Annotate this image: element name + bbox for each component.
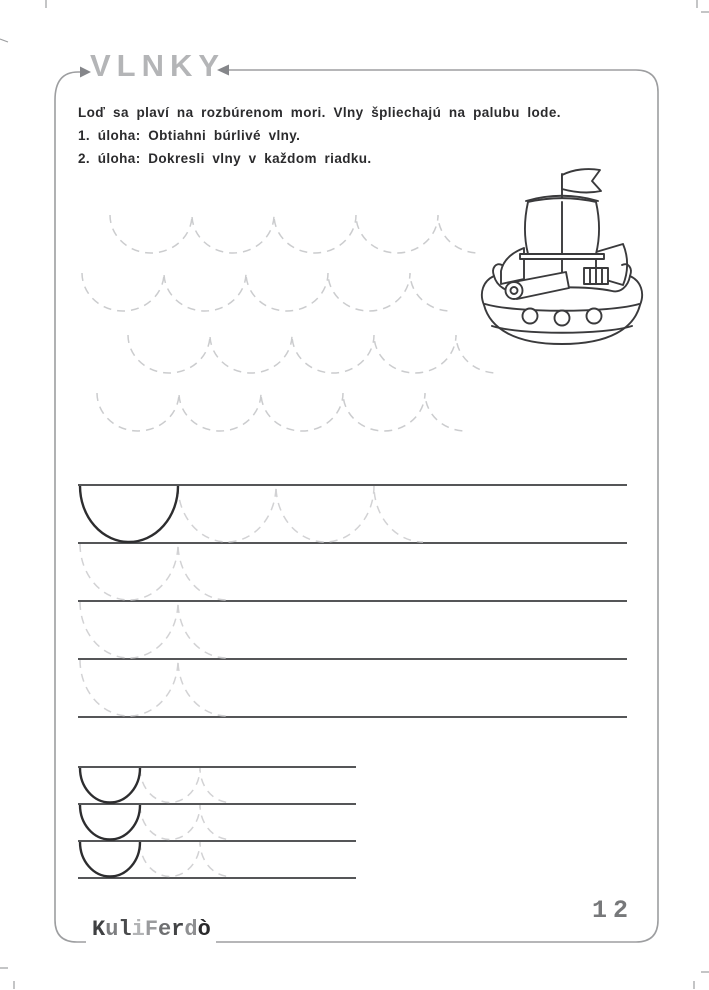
logo-letter: u <box>105 917 119 942</box>
tracing-rows-large <box>78 485 627 717</box>
wave-row-4 <box>97 393 466 431</box>
brand-logo <box>88 917 215 942</box>
pirate-ship-illustration <box>482 169 642 344</box>
instruction-task-1: 1. úloha: Obtiahni búrlivé vlny. <box>78 128 301 143</box>
small-solid-example-3 <box>80 842 140 877</box>
wave-row-1 <box>110 215 479 253</box>
logo-letter: d <box>184 917 198 942</box>
small-dashed-guide-1 <box>140 768 230 803</box>
logo-letter: e <box>158 917 172 942</box>
ship-porthole <box>587 309 602 324</box>
small-dashed-guide-3 <box>140 842 230 877</box>
dashed-wave-guide-2 <box>80 544 227 600</box>
wave-row-3 <box>128 335 497 373</box>
ship-porthole <box>523 309 538 324</box>
dashed-wave-guide-1 <box>178 486 423 542</box>
logo-letter: r <box>171 917 185 942</box>
page-title: VLNKY <box>90 48 226 83</box>
instructions-block <box>78 105 638 174</box>
wave-pattern <box>82 215 497 431</box>
tracing-rows-small <box>78 767 356 878</box>
solid-wave-example <box>80 486 178 542</box>
logo-letter: l <box>118 917 132 942</box>
small-dashed-guide-2 <box>140 805 230 840</box>
wave-row-2 <box>82 273 451 311</box>
page-number: 12 <box>592 896 635 925</box>
dashed-wave-guide-4 <box>80 660 227 716</box>
instruction-intro: Loď sa plaví na rozbúrenom mori. Vlny špliechajú na palubu lode. <box>78 105 561 120</box>
small-solid-example-2 <box>80 805 140 840</box>
dashed-wave-guide-3 <box>80 602 227 658</box>
logo-letter: F <box>144 917 159 942</box>
logo-letter: ò <box>197 917 211 942</box>
logo-letter: K <box>92 917 106 942</box>
ship-porthole <box>555 311 570 326</box>
instruction-task-2: 2. úloha: Dokresli vlny v každom riadku. <box>78 151 372 166</box>
small-solid-example-1 <box>80 768 140 803</box>
logo-letter: i <box>131 917 145 942</box>
